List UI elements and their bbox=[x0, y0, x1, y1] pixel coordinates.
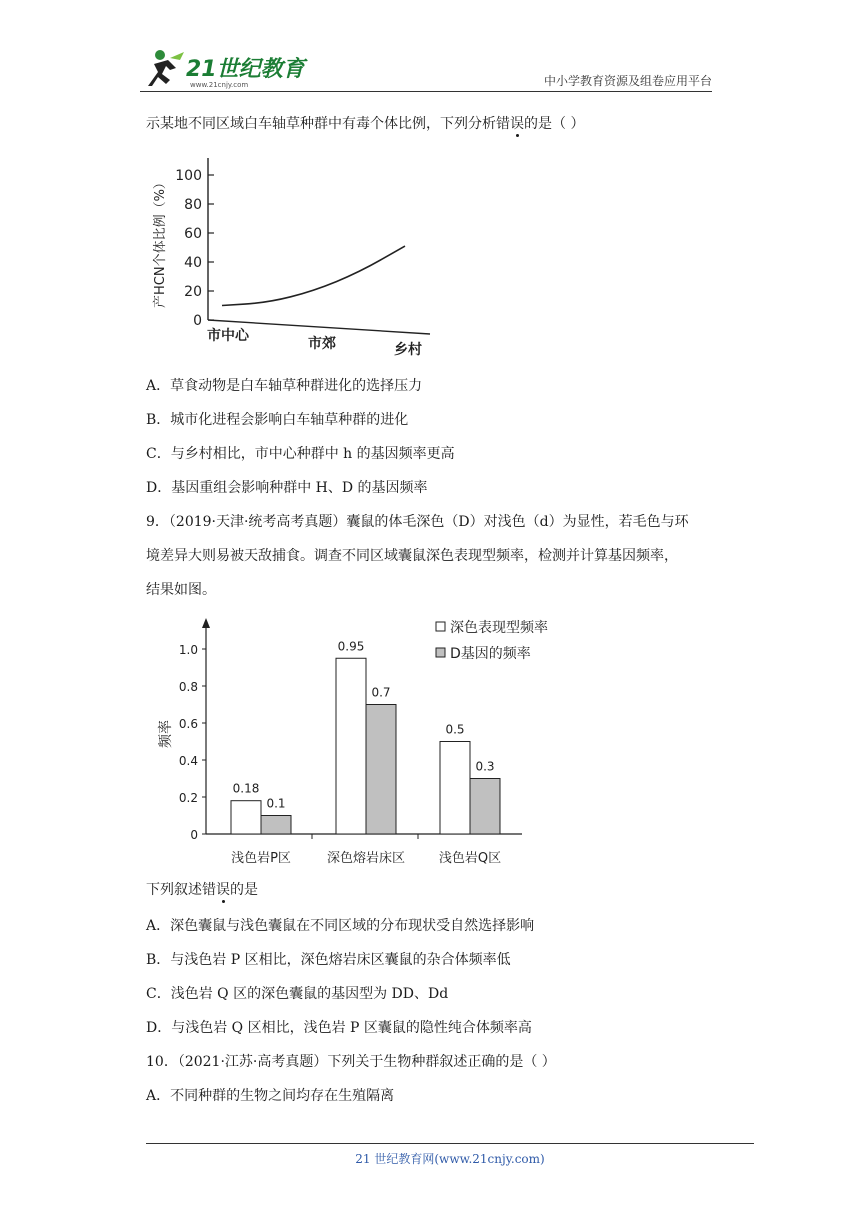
bar-value-label: 0.95 bbox=[337, 639, 365, 654]
y-tick-label: 100 bbox=[175, 168, 202, 184]
bar bbox=[336, 658, 366, 834]
q8-option-b: B．城市化进程会影响白车轴草种群的进化 bbox=[146, 412, 409, 428]
emphasis-dot: 误 bbox=[510, 116, 524, 132]
y-axis-label: 频率 bbox=[158, 720, 174, 748]
bar bbox=[261, 816, 291, 835]
bar-value-label: 0.5 bbox=[445, 722, 465, 737]
footer-text: 21 世纪教育网(www.21cnjy.com) bbox=[355, 1152, 545, 1166]
q9-stem-line-1: 9．（2019·天津·统考高考真题）囊鼠的体毛深色（D）对浅色（d）为显性，若毛色与环 bbox=[146, 514, 689, 530]
q9-question: 下列叙述错误的是 bbox=[146, 882, 258, 898]
q9-stem-line-3: 结果如图。 bbox=[146, 582, 216, 598]
bar-value-label: 0.1 bbox=[266, 796, 286, 811]
bar bbox=[470, 779, 500, 835]
y-tick-label: 0.8 bbox=[178, 680, 198, 694]
legend-label: 深色表现型频率 bbox=[450, 620, 548, 636]
y-tick-label: 60 bbox=[184, 226, 202, 242]
bar-value-label: 0.18 bbox=[232, 781, 260, 796]
footer-divider bbox=[146, 1143, 754, 1144]
runner-icon bbox=[148, 50, 184, 86]
y-tick-label: 0.6 bbox=[178, 717, 198, 731]
site-logo bbox=[140, 46, 315, 90]
bar-value-label: 0.7 bbox=[371, 685, 391, 700]
y-tick-label: 0 bbox=[193, 313, 202, 329]
y-tick-label: 0.4 bbox=[178, 754, 198, 768]
q8-option-c: C．与乡村相比，市中心种群中 h 的基因频率更高 bbox=[146, 446, 455, 462]
q9-option-c: C．浅色岩 Q 区的深色囊鼠的基因型为 DD、Dd bbox=[146, 986, 449, 1002]
header-divider bbox=[140, 91, 712, 92]
x-category-label: 深色熔岩床区 bbox=[326, 851, 406, 866]
bar bbox=[231, 801, 261, 834]
header-platform-text: 中小学教育资源及组卷应用平台 bbox=[543, 74, 712, 88]
logo-text: 21世纪教育 bbox=[186, 57, 305, 82]
logo-subtext: www.21cnjy.com bbox=[190, 81, 249, 89]
emphasis-dot: 误 bbox=[216, 882, 230, 898]
y-axis-label: 产HCN个体比例（%） bbox=[153, 176, 168, 308]
legend-swatch bbox=[436, 622, 445, 631]
y-tick-label: 0.2 bbox=[178, 791, 198, 805]
x-category-label: 市郊 bbox=[308, 336, 336, 352]
q10-option-a: A．不同种群的生物之间均存在生殖隔离 bbox=[146, 1088, 395, 1104]
y-tick-label: 20 bbox=[184, 284, 202, 300]
y-tick-label: 40 bbox=[184, 255, 202, 271]
q8-option-a: A．草食动物是白车轴草种群进化的选择压力 bbox=[146, 378, 423, 394]
bar bbox=[440, 742, 470, 835]
x-category-label: 浅色岩P区 bbox=[231, 851, 291, 866]
q8-intro: 示某地不同区域白车轴草种群中有毒个体比例，下列分析错误的是（ ） bbox=[146, 116, 585, 132]
q9-option-a: A．深色囊鼠与浅色囊鼠在不同区域的分布现状受自然选择影响 bbox=[146, 918, 535, 934]
gene-frequency-bar-chart bbox=[150, 610, 590, 870]
hcn-line-chart bbox=[150, 150, 440, 360]
q9-option-b: B．与浅色岩 P 区相比，深色熔岩床区囊鼠的杂合体频率低 bbox=[146, 952, 511, 968]
q9-option-d: D．与浅色岩 Q 区相比，浅色岩 P 区囊鼠的隐性纯合体频率高 bbox=[146, 1020, 532, 1036]
q9-stem-line-2: 境差异大则易被天敌捕食。调查不同区域囊鼠深色表现型频率，检测并计算基因频率， bbox=[146, 548, 678, 564]
legend-label: D基因的频率 bbox=[450, 646, 531, 662]
y-axis-arrow-icon bbox=[202, 618, 210, 628]
y-tick-label: 80 bbox=[184, 197, 202, 213]
q10-stem: 10．（2021·江苏·高考真题）下列关于生物种群叙述正确的是（ ） bbox=[146, 1054, 556, 1070]
hcn-proportion-line bbox=[222, 246, 405, 305]
y-tick-label: 0 bbox=[190, 828, 198, 842]
x-category-label: 市中心 bbox=[207, 328, 249, 344]
x-category-label: 乡村 bbox=[394, 342, 422, 358]
bar-value-label: 0.3 bbox=[475, 759, 495, 774]
bar bbox=[366, 705, 396, 835]
y-tick-label: 1.0 bbox=[178, 643, 198, 657]
legend-swatch bbox=[436, 648, 445, 657]
q8-option-d: D．基因重组会影响种群中 H、D 的基因频率 bbox=[146, 480, 428, 496]
x-category-label: 浅色岩Q区 bbox=[438, 851, 502, 866]
